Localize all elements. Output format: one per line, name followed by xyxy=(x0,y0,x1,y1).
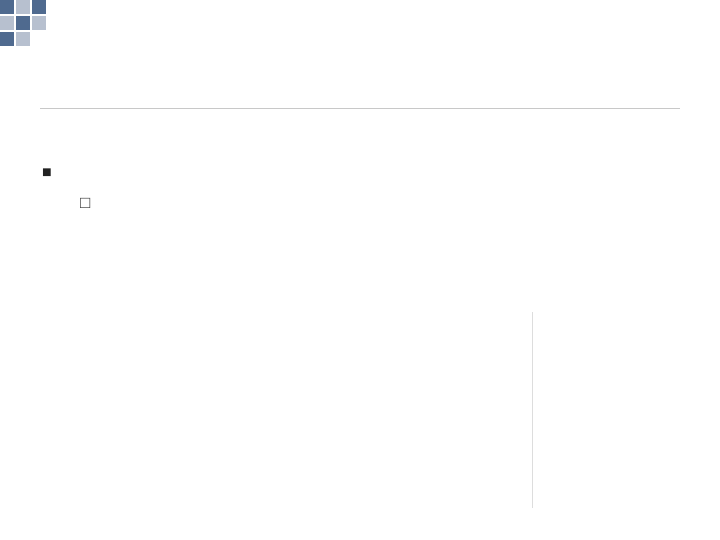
xrd-chart-a2-svg xyxy=(284,330,520,520)
square-bullet-icon: ■ xyxy=(42,164,52,181)
title-divider xyxy=(40,108,680,109)
xrf-result-table xyxy=(532,312,696,508)
xrd-chart-calcite-svg xyxy=(44,330,274,520)
xrd-chart-calcite xyxy=(44,330,274,520)
hollow-square-bullet-icon: □ xyxy=(80,193,91,212)
xrd-chart-a2 xyxy=(284,330,520,520)
